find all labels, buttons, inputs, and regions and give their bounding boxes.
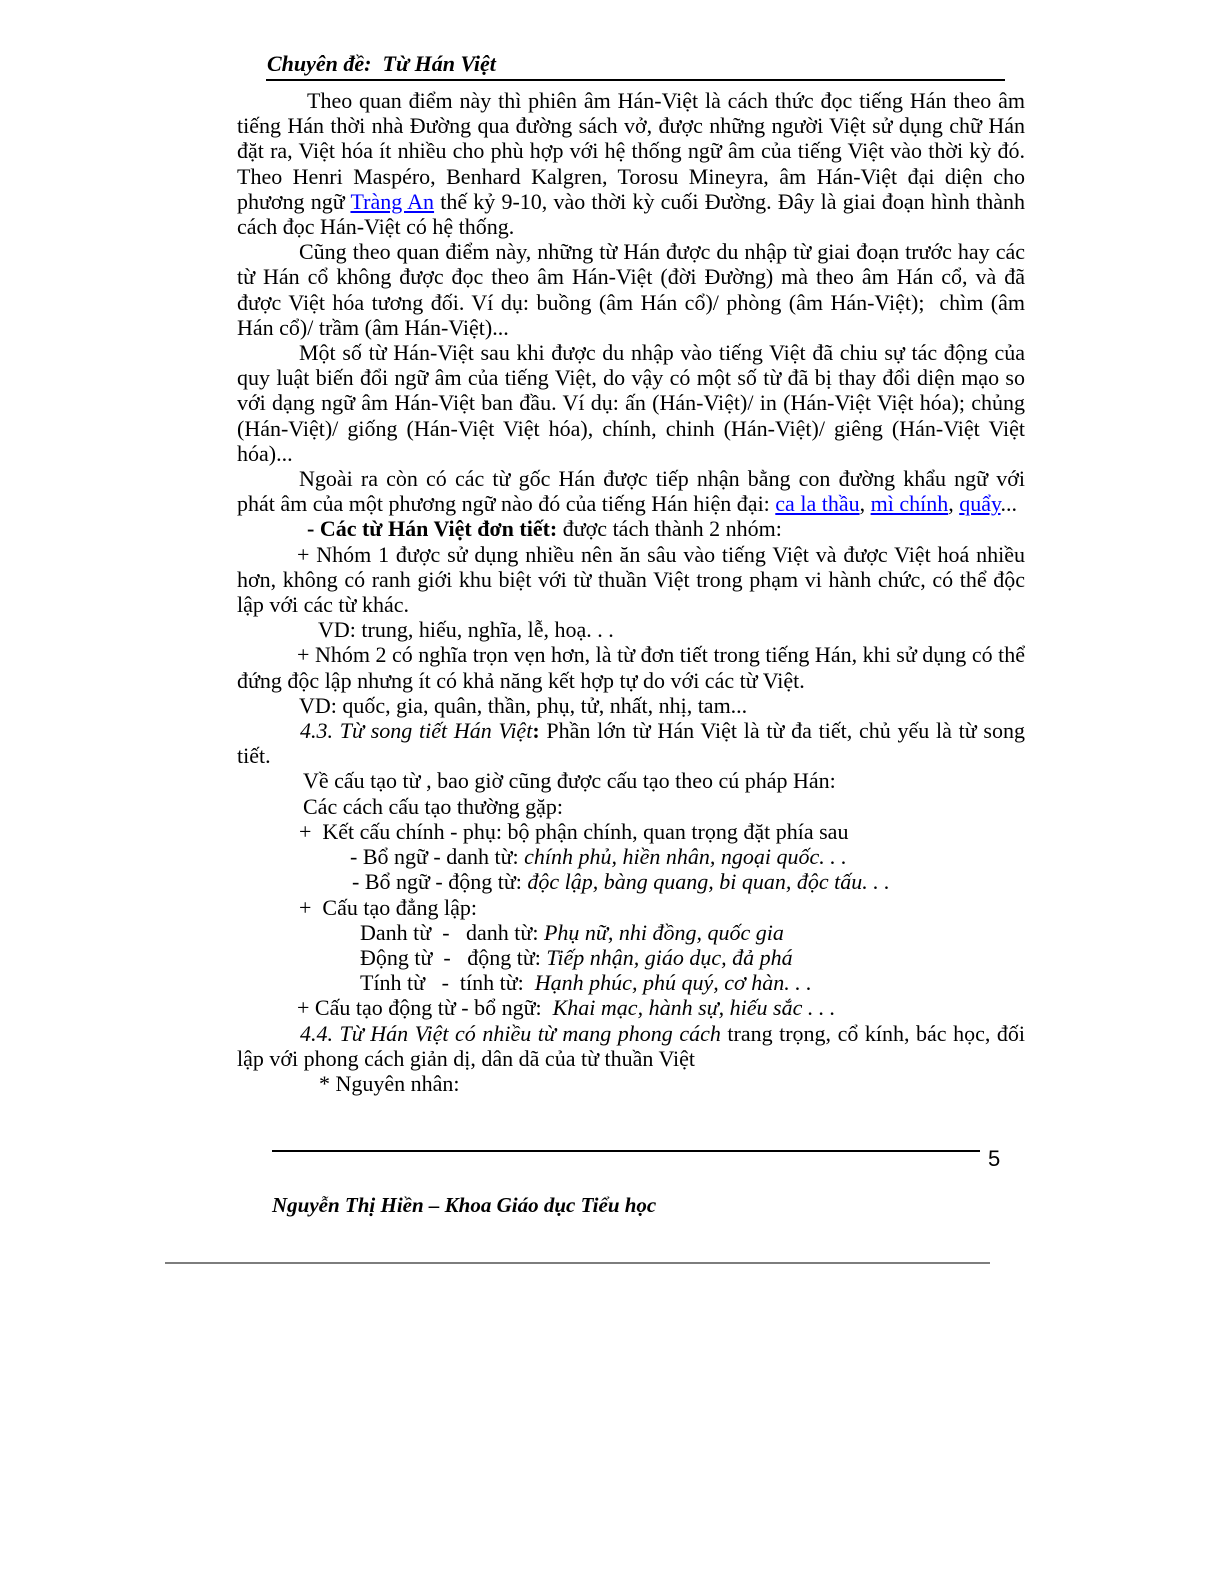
text-run: Tiếp nhận, giáo dục, đả phá	[546, 944, 793, 970]
paragraph	[237, 819, 1025, 844]
paragraph	[237, 895, 1025, 920]
paragraph	[237, 239, 1025, 340]
paragraph	[237, 340, 1025, 466]
text-run: Động từ - động từ:	[360, 944, 547, 970]
text-run: Phụ nữ, nhi đồng, quốc gia	[543, 919, 784, 945]
text-run: được tách thành 2 nhóm:	[557, 516, 782, 542]
text-run: Các cách cấu tạo thường gặp:	[303, 793, 563, 819]
paragraph	[237, 693, 1025, 718]
text-run: Một số từ Hán-Việt sau khi được du nhập vào tiếng Việt đã chiu sự tác động của quy luật biến đổi ngữ âm của tiếng Việt, do vậy có một số từ đã bị thay đổi diện mạo so với dạng ngữ âm Hán-Việt ban đầu. Ví dụ: ấn (Hán-Việt)/ in (Hán-Việt Việt hóa); chủng (Hán-Việt)/ giống (Hán-Việt Việt hóa), chính, chinh (Hán-Việt)/ giêng (Hán-Việt Việt hóa)...	[237, 340, 1025, 466]
paragraph	[237, 794, 1025, 819]
paragraph	[237, 542, 1025, 618]
text-run: - Bổ ngữ - động từ:	[352, 869, 528, 895]
text-run: - Các từ Hán Việt đơn tiết:	[307, 516, 558, 542]
text-run: Ngoài ra còn có các từ gốc Hán được tiếp nhận bằng con đường khẩu ngữ với phát âm của một phương ngữ nào đó của tiếng Hán hiện đại:	[237, 466, 1025, 517]
paragraph	[237, 920, 1025, 945]
text-run: thế kỷ 9-10, vào thời kỳ cuối Đường. Đây là giai đoạn hình thành cách đọc Hán-Việt có hệ thống.	[237, 188, 1025, 240]
text-run: ,	[859, 491, 871, 517]
text-run: Về cấu tạo từ , bao giờ cũng được cấu tạo theo cú pháp Hán:	[303, 768, 836, 794]
paragraph	[237, 1021, 1025, 1071]
paragraph	[237, 970, 1025, 995]
hyperlink[interactable]: mì chính	[870, 491, 949, 517]
paragraph	[237, 718, 1025, 768]
hyperlink[interactable]: quẩy	[959, 491, 1001, 517]
text-run: 4.4. Từ Hán Việt có nhiều từ mang phong cách	[300, 1020, 721, 1046]
paragraph	[237, 617, 1025, 642]
text-run: + Nhóm 2 có nghĩa trọn vẹn hơn, là từ đơn tiết trong tiếng Hán, khi sử dụng có thể đứng độc lập nhưng ít có khả năng kết hợp tự do với các từ Việt.	[237, 642, 1025, 693]
paragraph	[237, 642, 1025, 692]
text-run: * Nguyên nhân:	[319, 1070, 460, 1096]
paragraph	[237, 869, 1025, 894]
text-run: chính phủ, hiền nhân, ngoại quốc. . .	[524, 844, 847, 870]
text-run: + Nhóm 1 được sử dụng nhiều nên ăn sâu vào tiếng Việt và được Việt hoá nhiều hơn, không có ranh giới khu biệt với từ thuần Việt trong phạm vi hành chức, có thể độc lập với các từ khác.	[237, 541, 1025, 618]
text-run: ,	[948, 491, 960, 517]
text-run: :	[532, 718, 540, 744]
text-run: + Cấu tạo đẳng lập:	[299, 894, 477, 920]
paragraph	[237, 88, 1025, 239]
text-run: - Bổ ngữ - danh từ:	[350, 844, 525, 870]
footer-rule	[272, 1150, 980, 1152]
text-run: Theo quan điểm này thì phiên âm Hán-Việt là cách thức đọc tiếng Hán theo âm tiếng Hán thời nhà Đường qua đường sách vở, được những người Việt sử dụng chữ Hán đặt ra, Việt hóa ít nhiều cho phù hợp với hệ thống ngữ âm của tiếng Việt vào thời kỳ đó. Theo Henri Maspéro, Benhard Kalgren, Torosu Mineyra, âm Hán-Việt đại diện cho phương ngữ	[237, 88, 1025, 214]
text-run: Tính từ - tính từ:	[360, 970, 530, 996]
paragraph	[237, 516, 1025, 541]
text-run: độc lập, bàng quang, bi quan, độc tấu. . .	[527, 869, 890, 895]
page-number: 5	[988, 1146, 1001, 1171]
text-run: Danh từ - danh từ:	[360, 919, 544, 945]
paragraph	[237, 844, 1025, 869]
text-run: Cũng theo quan điểm này, những từ Hán được du nhập từ giai đoạn trước hay các từ Hán cổ không được đọc theo âm Hán-Việt (đời Đường) mà theo âm Hán cổ, và đã được Việt hóa tương đối. Ví dụ: buồng (âm Hán cổ)/ phòng (âm Hán-Việt); chìm (âm Hán cổ)/ trầm (âm Hán-Việt)...	[237, 239, 1025, 340]
text-run: ...	[1000, 491, 1018, 517]
text-run: Hạnh phúc, phú quý, cơ hàn. . .	[529, 970, 812, 996]
paragraph	[237, 768, 1025, 793]
paragraph	[237, 945, 1025, 970]
text-run: + Cấu tạo động từ - bổ ngữ:	[297, 995, 548, 1021]
text-run: trang trọng, cổ kính, bác học, đối lập với phong cách giản dị, dân dã của từ thuần Việt	[237, 1020, 1025, 1071]
paragraph	[237, 1071, 1025, 1096]
paragraph	[237, 466, 1025, 516]
text-run: Phần lớn từ Hán Việt là từ đa tiết, chủ yếu là từ song tiết.	[237, 718, 1025, 769]
text-run: Khai mạc, hành sự, hiếu sắc . . .	[547, 995, 836, 1021]
text-run: 4.3. Từ song tiết Hán Việt	[300, 718, 533, 744]
paragraph	[237, 995, 1025, 1020]
text-run: VD: trung, hiếu, nghĩa, lễ, hoạ. . .	[318, 617, 614, 643]
text-run: VD: quốc, gia, quân, thần, phụ, tử, nhất, nhị, tam...	[299, 692, 748, 718]
hyperlink[interactable]: Tràng An	[350, 188, 435, 214]
footer-author: Nguyễn Thị Hiền – Khoa Giáo dục Tiểu học	[272, 1193, 657, 1217]
text-run: + Kết cấu chính - phụ: bộ phận chính, quan trọng đặt phía sau	[299, 818, 849, 844]
page-bottom-separator	[165, 1262, 990, 1264]
header-rule	[266, 79, 1005, 81]
hyperlink[interactable]: ca la thầu	[775, 491, 860, 517]
header-title: Chuyên đề: Từ Hán Việt	[267, 51, 496, 76]
document-body	[237, 88, 1025, 1096]
